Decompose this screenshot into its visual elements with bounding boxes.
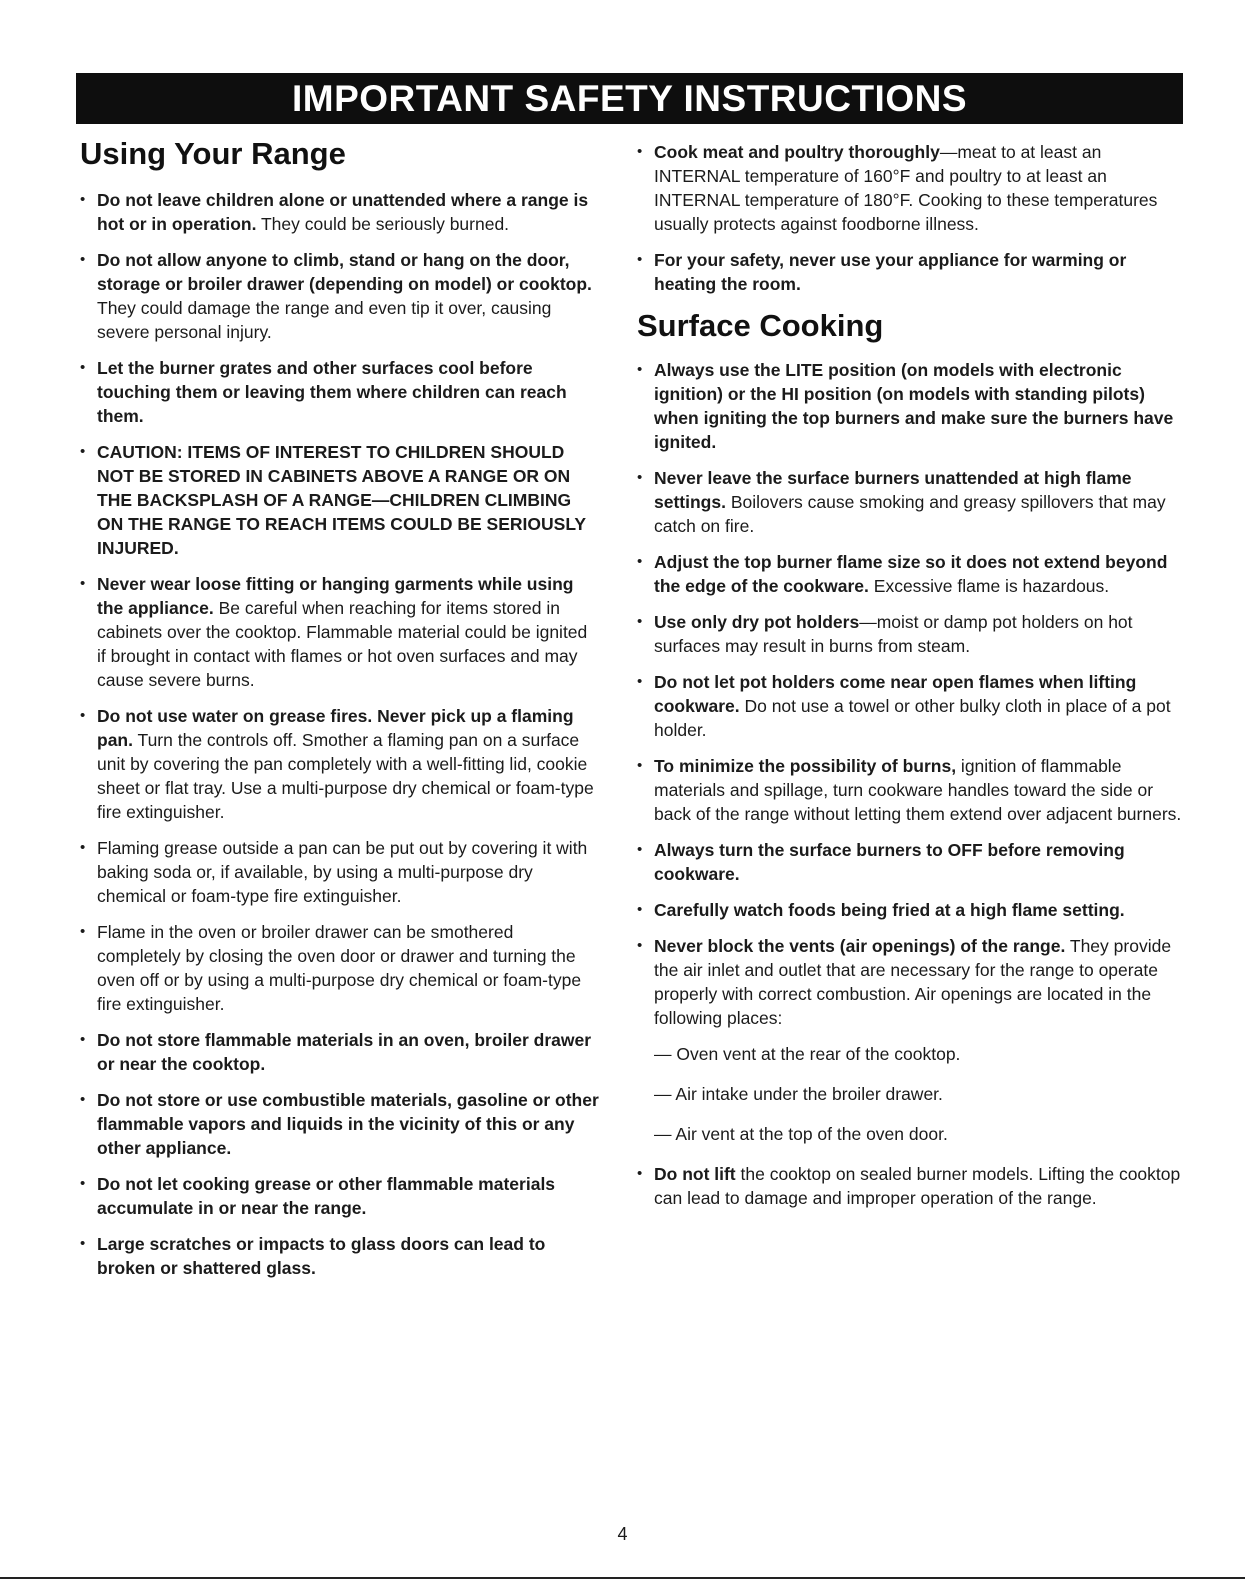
- left-column: [80, 136, 600, 1292]
- section-heading-surface-cooking: Surface Cooking: [637, 308, 884, 343]
- list-item: • Large scratches or impacts to glass doors can lead to broken or shattered glass.: [80, 1233, 546, 1278]
- list-item: • Do not let pot holders come near open flames when lifting cookware. Do not use a towel or other bulky cloth in place of a pot holder.: [637, 671, 1171, 740]
- right-column: [637, 136, 1182, 1222]
- list-item: • Do not lift the cooktop on sealed burner models. Lifting the cooktop can lead to damage and improper operation of the range.: [637, 1163, 1181, 1208]
- list-item: • Do not leave children alone or unattended where a range is hot or in operation. They could be seriously burned.: [80, 189, 589, 234]
- section-heading-using-range: Using Your Range: [80, 136, 346, 171]
- vent-location: — Air intake under the broiler drawer.: [654, 1083, 943, 1104]
- list-item-caution: • CAUTION: ITEMS OF INTEREST TO CHILDREN SHOULD NOT BE STORED IN CABINETS ABOVE A RANGE OR ON THE BACKSPLASH OF A RANGE—CHILDREN CLIMBING ON THE RANGE TO REACH ITEMS COULD BE SERIOUSLY INJURED.: [80, 441, 586, 558]
- surface-cooking-list: [637, 358, 1182, 1030]
- list-item: • Adjust the top burner flame size so it does not extend beyond the edge of the cookware. Excessive flame is hazardous.: [637, 551, 1168, 596]
- list-item: • Flame in the oven or broiler drawer can be smothered completely by closing the oven door or drawer and turning the oven off or by using a multi-purpose dry chemical or foam-type fire extinguisher.: [80, 921, 582, 1014]
- list-item: • Always turn the surface burners to OFF before removing cookware.: [637, 839, 1125, 884]
- list-item: • Never leave the surface burners unattended at high flame settings. Boilovers cause smoking and greasy spillovers that may catch on fire.: [637, 467, 1166, 536]
- page-number: 4: [617, 1524, 628, 1544]
- list-item: • Never wear loose fitting or hanging garments while using the appliance. Be careful when reaching for items stored in cabinets over the cooktop. Flammable material could be ignited if brought in contact with flames or hot oven surfaces and may cause severe burns.: [80, 573, 588, 690]
- list-item: • Let the burner grates and other surfaces cool before touching them or leaving them where children can reach them.: [80, 357, 567, 426]
- vent-location: — Oven vent at the rear of the cooktop.: [654, 1043, 961, 1064]
- list-item: • Always use the LITE position (on models with electronic ignition) or the HI position (on models with standing pilots) when igniting the top burners and make sure the burners have ignited.: [637, 359, 1174, 452]
- list-item: • Never block the vents (air openings) of the range. They provide the air inlet and outlet that are necessary for the range to operate properly with correct combustion. Air openings are located in the following places:: [637, 935, 1172, 1028]
- using-range-list: [80, 188, 600, 1280]
- cooktop-lift-list: [637, 1162, 1182, 1210]
- list-item: • For your safety, never use your appliance for warming or heating the room.: [637, 250, 1127, 294]
- list-item: • Flaming grease outside a pan can be put out by covering it with baking soda or, if available, by using a multi-purpose dry chemical or foam-type fire extinguisher.: [80, 837, 588, 906]
- safety-banner: IMPORTANT SAFETY INSTRUCTIONS: [76, 73, 1183, 124]
- list-item: • Do not store flammable materials in an oven, broiler drawer or near the cooktop.: [80, 1029, 592, 1074]
- general-safety-list: [637, 140, 1182, 296]
- list-item: • Do not let cooking grease or other flammable materials accumulate in or near the range.: [80, 1173, 556, 1218]
- list-item: • Do not store or use combustible materials, gasoline or other flammable vapors and liquids in the vicinity of this or any other appliance.: [80, 1089, 599, 1158]
- list-item: • Use only dry pot holders—moist or damp pot holders on hot surfaces may result in burns from steam.: [637, 611, 1133, 656]
- list-item: • Cook meat and poultry thoroughly—meat to at least an INTERNAL temperature of 160°F and poultry to at least an INTERNAL temperature of 180°F. Cooking to these temperatures usually protects against foodborne illness.: [637, 142, 1158, 234]
- vent-location: — Air vent at the top of the oven door.: [654, 1123, 948, 1144]
- list-item: • To minimize the possibility of burns, ignition of flammable materials and spillage, turn cookware handles toward the side or back of the range without letting them extend over adjacent burners.: [637, 755, 1182, 824]
- list-item: • Do not allow anyone to climb, stand or hang on the door, storage or broiler drawer (depending on model) or cooktop. They could damage the range and even tip it over, causing severe personal injury.: [80, 249, 592, 342]
- bottom-rule: [0, 1577, 1245, 1579]
- list-item: • Do not use water on grease fires. Never pick up a flaming pan. Turn the controls off. Smother a flaming pan on a surface unit by covering the pan completely with a well-fitting lid, cookie sheet or flat tray. Use a multi-purpose dry chemical or foam-type fire extinguisher.: [80, 705, 594, 822]
- list-item: • Carefully watch foods being fried at a high flame setting.: [637, 899, 1125, 920]
